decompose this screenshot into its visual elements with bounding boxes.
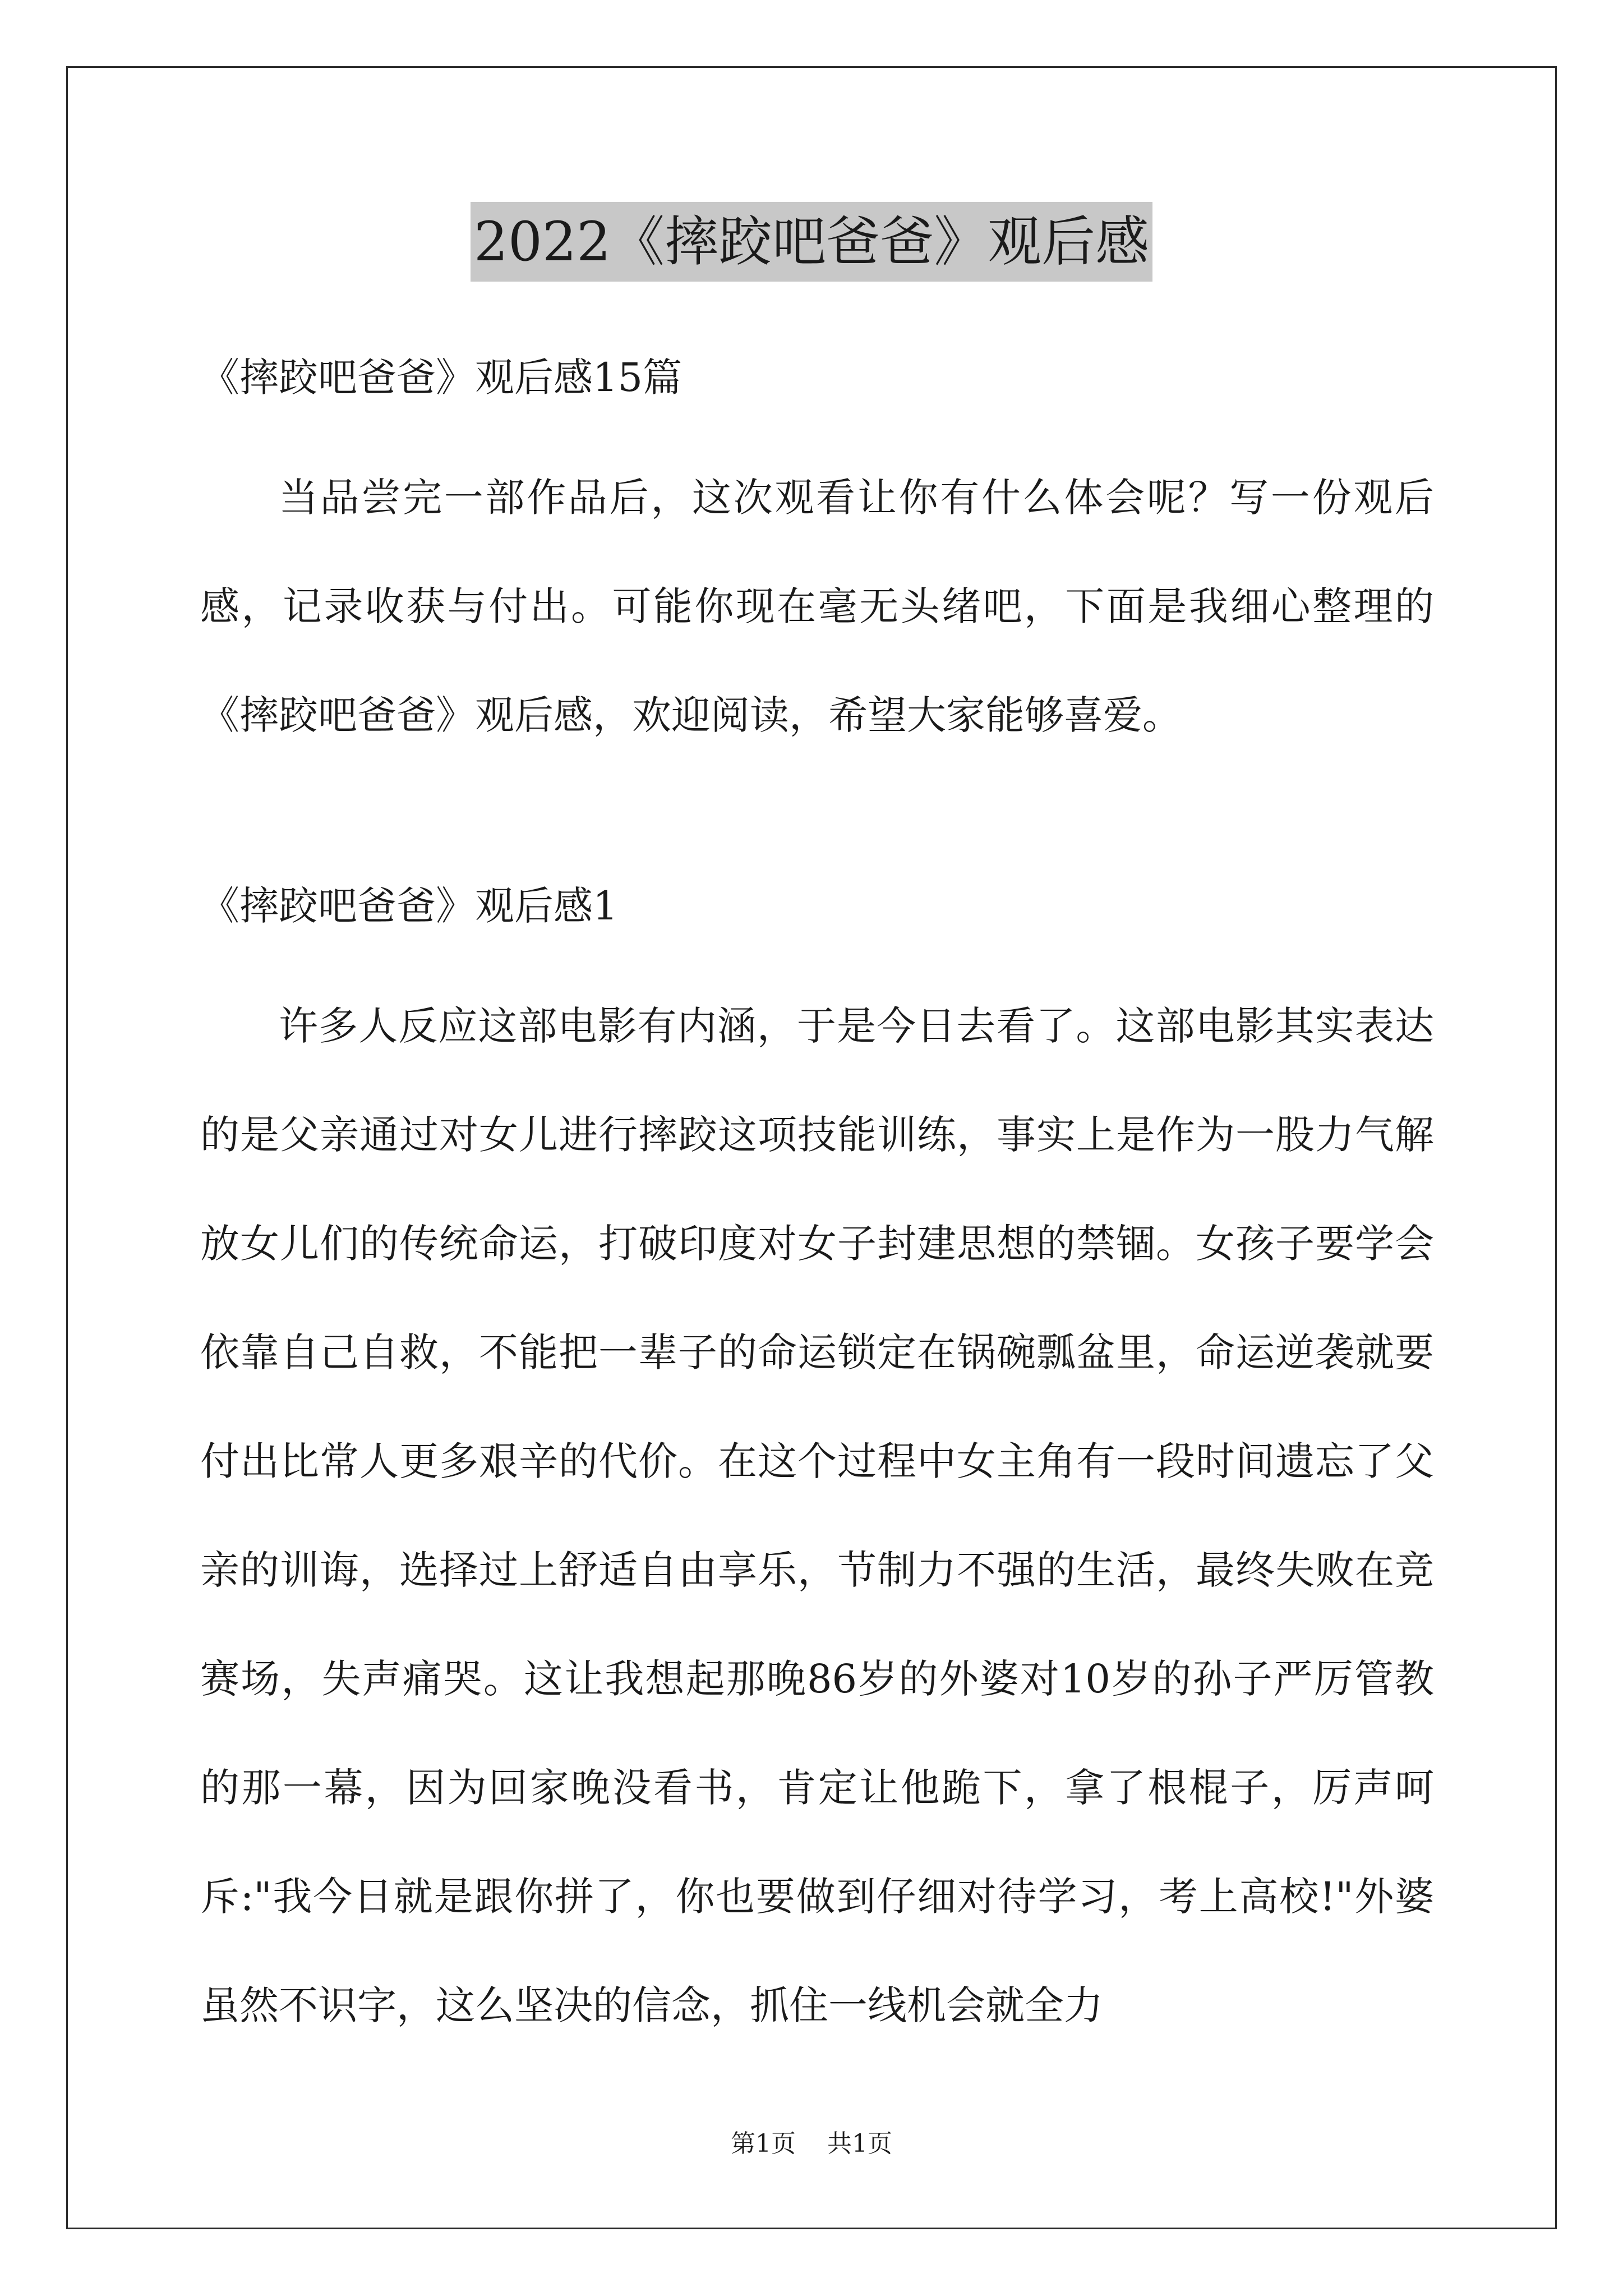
page-footer	[0, 2127, 1623, 2161]
document-subtitle: 《摔跤吧爸爸》观后感15篇	[200, 355, 683, 401]
page-total: 共1页	[827, 2129, 892, 2158]
section-heading: 《摔跤吧爸爸》观后感1	[200, 883, 618, 929]
section-paragraph: 许多人反应这部电影有内涵，于是今日去看了。这部电影其实表达的是父亲通过对女儿进行摔跤这项技能训练，事实上是作为一股力气解放女儿们的传统命运，打破印度对女子封建思想的禁锢。女孩子要学会依靠自己自救，不能把一辈子的命运锁定在锅碗瓢盆里，命运逆袭就要付出比常人更多艰辛的代价。在这个过程中女主角有一段时间遗忘了父亲的训诲，选择过上舒适自由享乐，节制力不强的生活，最终失败在竞赛场，失声痛哭。这让我想起那晚86岁的外婆对10岁的孙子严厉管教的那一幕，因为回家晚没看书，肯定让他跪下，拿了根棍子，厉声呵斥:"我今日就是跟你拼了，你也要做到仔细对待学习，考上高校!"外婆虽然不识字，这么坚决的信念，抓住一线机会就全力	[200, 1003, 1434, 2028]
document-body	[200, 341, 1434, 2060]
intro-paragraph: 当品尝完一部作品后，这次观看让你有什么体会呢？写一份观后感，记录收获与付出。可能你现在毫无头绪吧，下面是我细心整理的《摔跤吧爸爸》观后感，欢迎阅读，希望大家能够喜爱。	[200, 475, 1434, 738]
page-number: 第1页	[731, 2129, 796, 2158]
title-container	[0, 202, 1623, 282]
document-title: 2022《摔跤吧爸爸》观后感	[471, 202, 1152, 282]
